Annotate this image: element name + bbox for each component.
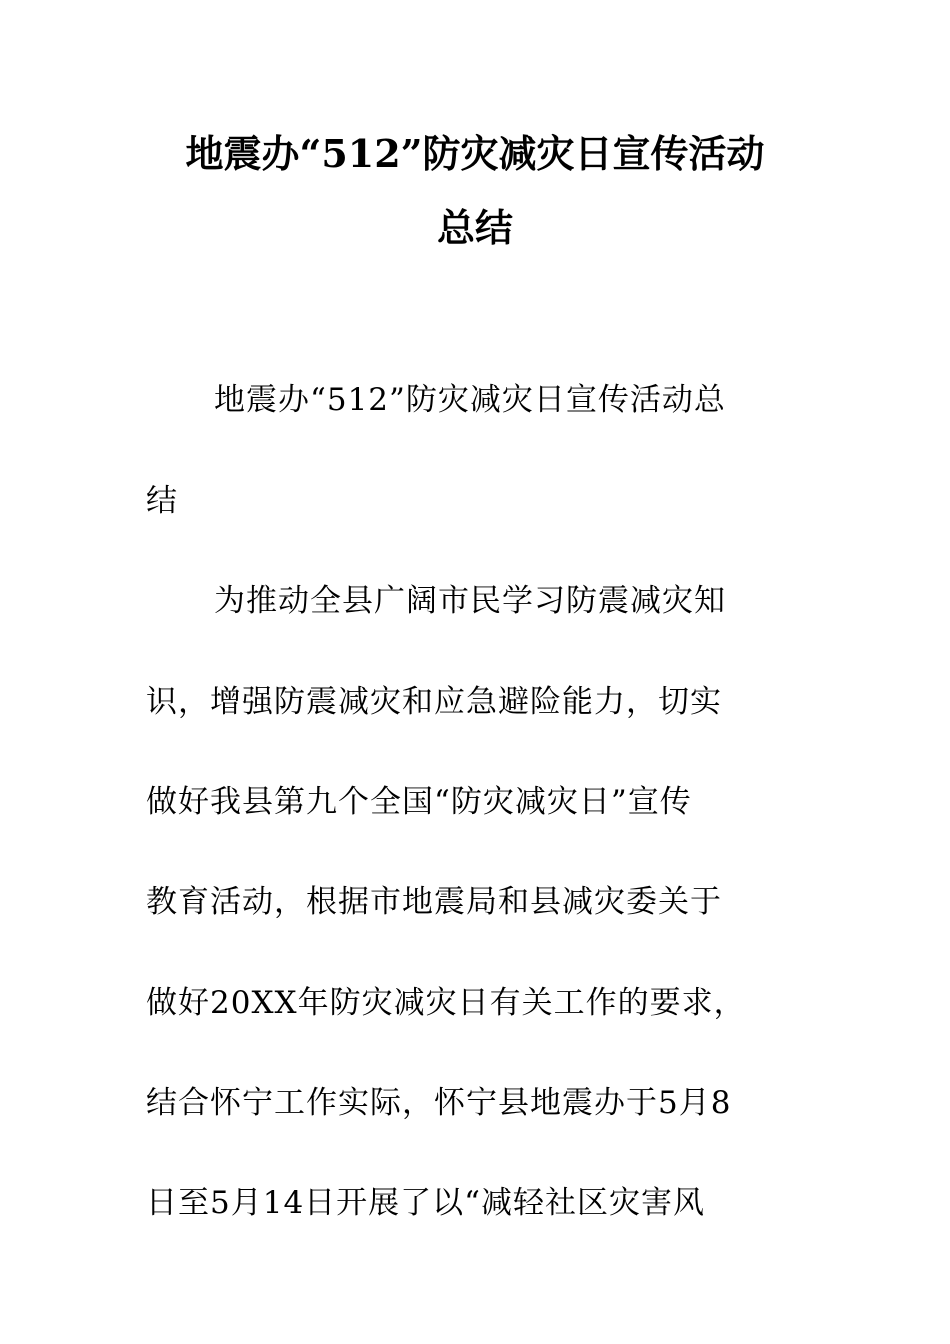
body-line-8: 结合怀宁工作实际，怀宁县地震办于5月8	[146, 1085, 732, 1121]
body-line-6: 教育活动，根据市地震局和县减灾委关于	[146, 884, 722, 920]
body-line-4: 识，增强防震减灾和应急避险能力，切实	[146, 684, 722, 720]
body-line-3: 为推动全县广阔市民学习防震减灾知	[214, 583, 726, 619]
body-line-2: 结	[146, 483, 178, 519]
body-line-7: 做好20XX年防灾减灾日有关工作的要求，	[146, 985, 746, 1021]
body-line-1: 地震办“512”防灾减灾日宣传活动总	[214, 382, 726, 418]
body-line-5: 做好我县第九个全国“防灾减灾日”宣传	[146, 784, 692, 820]
document-title-line-2: 总结	[436, 205, 513, 250]
body-line-9: 日至5月14日开展了以“减轻社区灾害风	[146, 1185, 706, 1221]
document-title-line-1: 地震办“512”防灾减灾日宣传活动	[185, 131, 765, 176]
